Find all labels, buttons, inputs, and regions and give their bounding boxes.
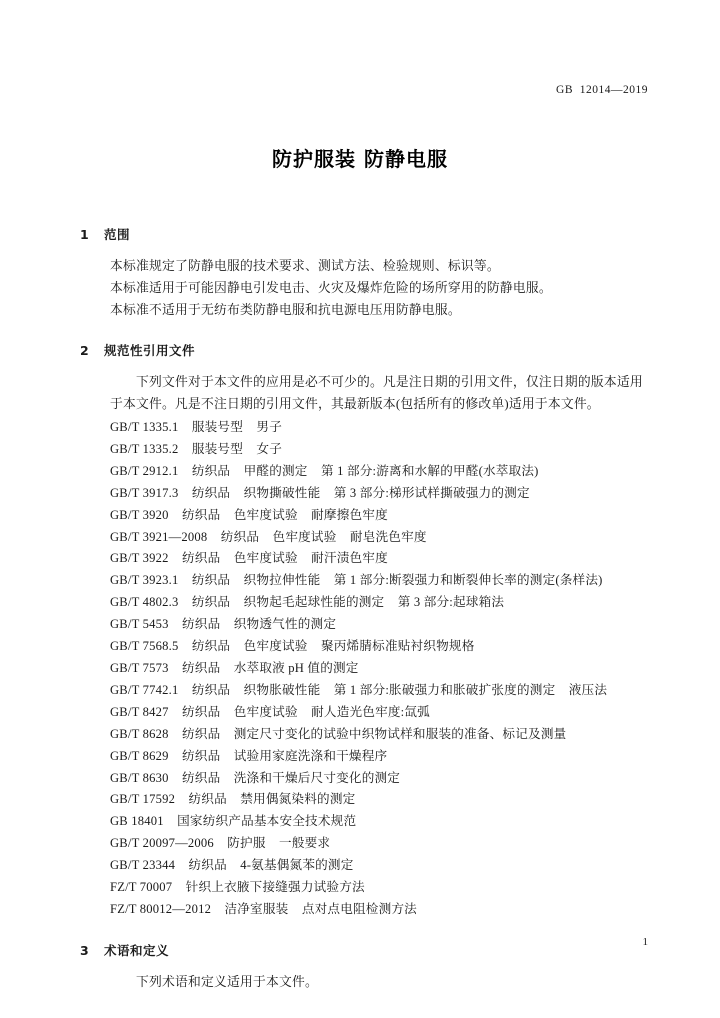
section-2-title: 规范性引用文件 bbox=[104, 343, 196, 358]
list-item: GB/T 3921—2008 纺织品 色牢度试验 耐皂洗色牢度 bbox=[110, 529, 427, 544]
list-item: GB/T 3917.3 纺织品 织物撕破性能 第 3 部分:梯形试样撕破强力的测定 bbox=[110, 485, 530, 500]
list-item: GB/T 8628 纺织品 测定尺寸变化的试验中织物试样和服装的准备、标记及测量 bbox=[110, 726, 567, 741]
list-item: GB 18401 国家纺织产品基本安全技术规范 bbox=[110, 814, 357, 829]
list-item: GB/T 7568.5 纺织品 色牢度试验 聚丙烯腈标准贴衬织物规格 bbox=[110, 639, 475, 654]
list-item: GB/T 3920 纺织品 色牢度试验 耐摩擦色牢度 bbox=[110, 507, 388, 522]
section-1 bbox=[80, 225, 645, 321]
section-3-heading bbox=[80, 941, 645, 959]
section-3 bbox=[80, 941, 645, 993]
list-item: GB/T 8427 纺织品 色牢度试验 耐人造光色牢度:氙弧 bbox=[110, 704, 430, 719]
section-1-title: 范围 bbox=[104, 227, 131, 242]
section-2 bbox=[80, 341, 645, 921]
page-number: 1 bbox=[642, 936, 648, 948]
paragraph: 本标准不适用于无纺布类防静电服和抗电源电压用防静电服。 bbox=[110, 303, 461, 317]
paragraph: 下列文件对于本文件的应用是必不可少的。凡是注日期的引用文件，仅注日期的版本适用于本文件。凡是不注日期的引用文件，其最新版本(包括所有的修改单)适用于本文件。 bbox=[110, 375, 643, 411]
document-body bbox=[80, 205, 645, 997]
normative-references-list bbox=[110, 417, 645, 921]
list-item: GB/T 2912.1 纺织品 甲醛的测定 第 1 部分:游离和水解的甲醛(水萃取法) bbox=[110, 463, 539, 478]
section-3-body bbox=[110, 971, 645, 993]
list-item: GB/T 8629 纺织品 试验用家庭洗涤和干燥程序 bbox=[110, 748, 388, 763]
section-1-body bbox=[110, 255, 645, 321]
list-item: GB/T 3922 纺织品 色牢度试验 耐汗渍色牢度 bbox=[110, 551, 388, 566]
section-2-number: 2 bbox=[80, 343, 90, 358]
section-3-number: 3 bbox=[80, 942, 90, 958]
section-3-title: 术语和定义 bbox=[104, 942, 170, 958]
paragraph: 本标准适用于可能因静电引发电击、火灾及爆炸危险的场所穿用的防静电服。 bbox=[110, 281, 552, 295]
page-title: 防护服装 防静电服 bbox=[272, 147, 448, 171]
list-item: FZ/T 70007 针织上衣腋下接缝强力试验方法 bbox=[110, 880, 365, 895]
list-item: GB/T 7742.1 纺织品 织物胀破性能 第 1 部分:胀破强力和胀破扩张度的测定 液压法 bbox=[110, 682, 608, 697]
list-item: GB/T 4802.3 纺织品 织物起毛起球性能的测定 第 3 部分:起球箱法 bbox=[110, 595, 505, 610]
section-2-body bbox=[110, 371, 645, 415]
section-1-heading bbox=[80, 225, 645, 243]
paragraph: 下列术语和定义适用于本文件。 bbox=[136, 974, 318, 989]
list-item: GB/T 5453 纺织品 织物透气性的测定 bbox=[110, 617, 337, 632]
list-item: GB/T 1335.1 服装号型 男子 bbox=[110, 420, 282, 434]
list-item: GB/T 23344 纺织品 4-氨基偶氮苯的测定 bbox=[110, 858, 354, 873]
list-item: GB/T 8630 纺织品 洗涤和干燥后尺寸变化的测定 bbox=[110, 770, 401, 785]
section-1-number: 1 bbox=[80, 227, 90, 242]
list-item: GB/T 7573 纺织品 水萃取液 pH 值的测定 bbox=[110, 660, 359, 675]
list-item: GB/T 17592 纺织品 禁用偶氮染料的测定 bbox=[110, 792, 356, 807]
section-2-heading bbox=[80, 341, 645, 359]
list-item: GB/T 3923.1 纺织品 织物拉伸性能 第 1 部分:断裂强力和断裂伸长率的测定(条样法) bbox=[110, 573, 603, 588]
paragraph: 本标准规定了防静电服的技术要求、测试方法、检验规则、标识等。 bbox=[110, 259, 500, 273]
list-item: GB/T 1335.2 服装号型 女子 bbox=[110, 441, 282, 456]
standard-code-header: GB 12014—2019 bbox=[556, 84, 648, 96]
list-item: GB/T 20097—2006 防护服 一般要求 bbox=[110, 836, 331, 851]
list-item: FZ/T 80012—2012 洁净室服装 点对点电阻检测方法 bbox=[110, 901, 417, 916]
